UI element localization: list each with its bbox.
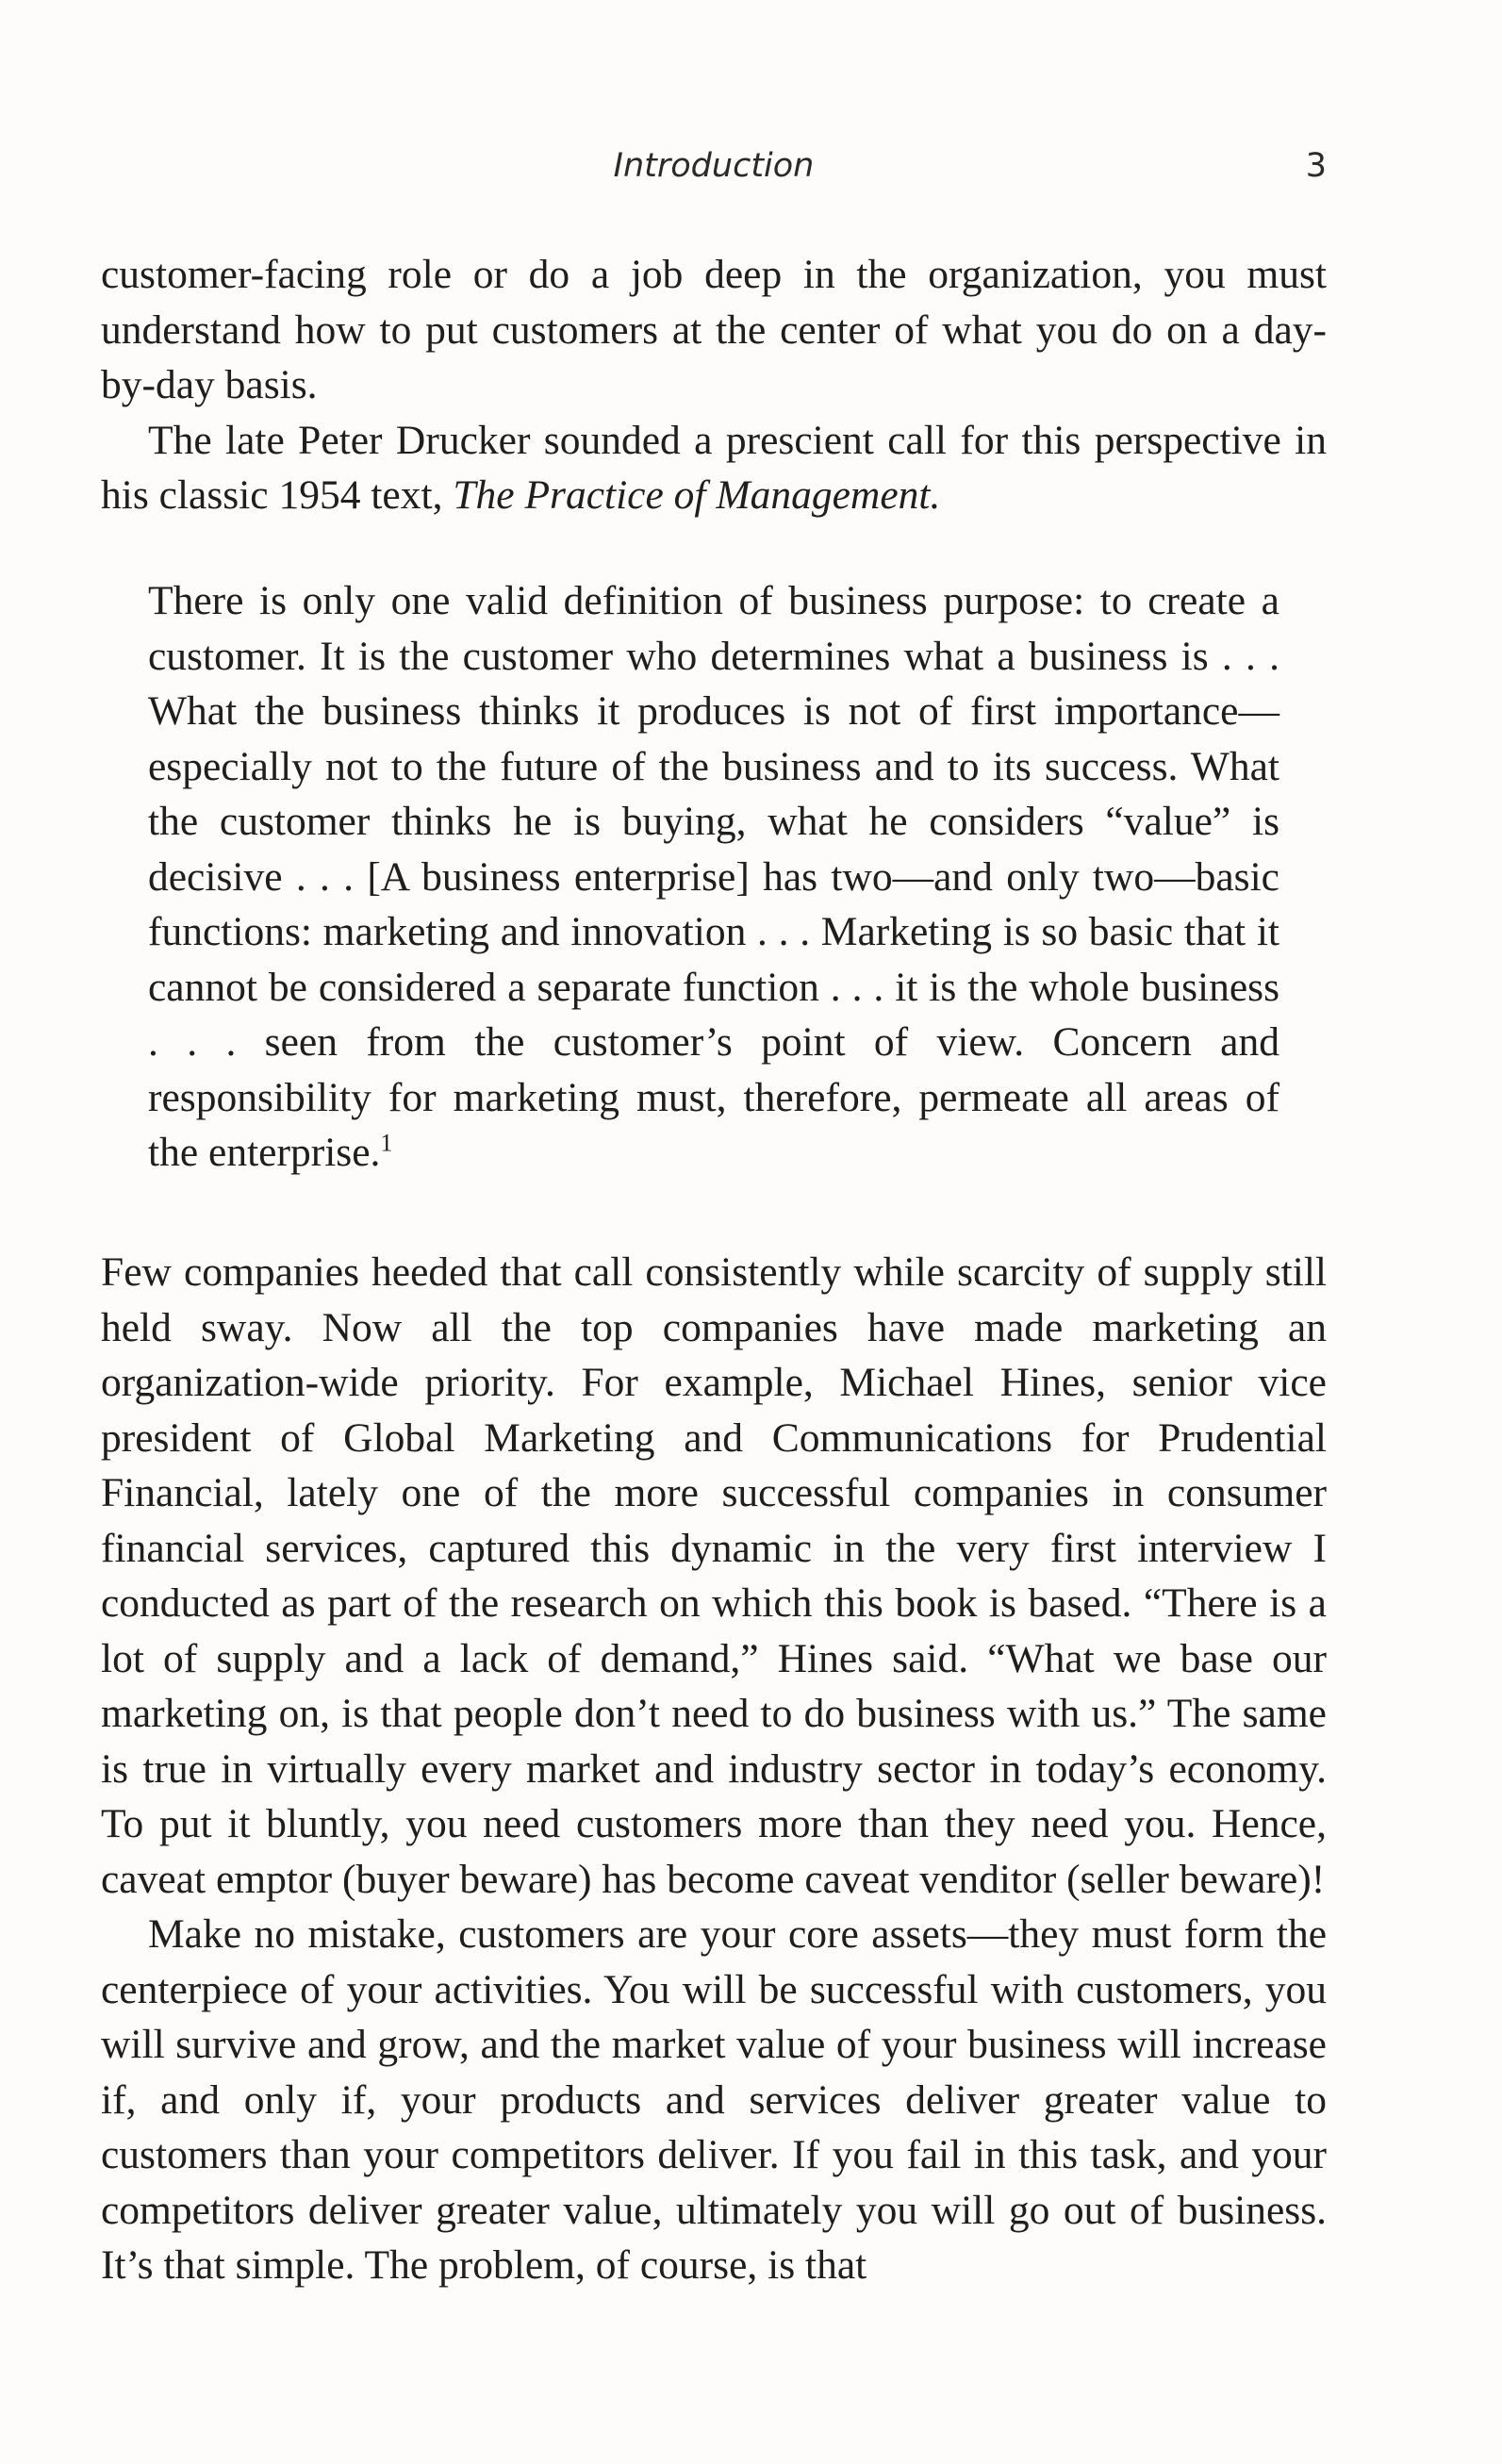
quote-body: There is only one valid definition of business purpose: to create a customer. It is the customer who determines what a business is . . . What the business thinks it produces is not of first importance—especially not to the future of the business and to its success. What the customer thinks he is buying, what he considers “value” is decisive . . . [A business enterprise] has two—and only two—basic functions: marketing and innovation . . . Marketing is so basic that it cannot be considered a separate function . . . it is the whole business . . . seen from the customer’s point of view. Concern and responsibility for marketing must, therefore, permeate all areas of the enterprise. <box>148 578 1279 1175</box>
paragraph-drucker-intro <box>101 413 1327 523</box>
paragraph-drucker-text: The late Peter Drucker sounded a prescient call for this perspective in his classic 1954 text, <box>101 417 1327 518</box>
paragraph-continued: customer-facing role or do a job deep in the organization, you must understand how to put customers at the center of what you do on a day-by-day basis. <box>101 252 1327 407</box>
opening-paragraphs <box>101 247 1327 523</box>
closing-paragraphs <box>101 1245 1327 2293</box>
block-quote <box>148 573 1279 1181</box>
running-head <box>101 138 1327 194</box>
footnote-ref: 1 <box>380 1129 393 1157</box>
page-number: 3 <box>1305 147 1327 185</box>
paragraph-core-assets: Make no mistake, customers are your core assets—they must form the centerpiece of your activities. You will be successful with customers, you will survive and grow, and the market value of your business will increase if, and only if, your products and services deliver greater value to customers than your competitors deliver. If you fail in this task, and your competitors deliver greater value, ultimately you will go out of business. It’s that simple. The problem, of course, is that <box>101 1911 1327 2288</box>
book-title: The Practice of Management. <box>453 472 941 518</box>
paragraph-hines: Few companies heeded that call consistently while scarcity of supply still held sway. Now all the top companies have made marketing an organization-wide priority. For example, Michael Hines, senior vice president of Global Marketing and Communications for Prudential Financial, lately one of the more successful companies in consumer financial services, captured this dynamic in the very first interview I conducted as part of the research on which this book is based. “There is a lot of supply and a lack of demand,” Hines said. “What we base our marketing on, is that people don’t need to do business with us.” The same is true in virtually every market and industry sector in today’s economy. To put it bluntly, you need customers more than they need you. Hence, caveat emptor (buyer beware) has become caveat venditor (seller beware)! <box>101 1249 1327 1902</box>
running-title: Introduction <box>613 147 815 185</box>
block-quote-text <box>148 573 1279 1181</box>
